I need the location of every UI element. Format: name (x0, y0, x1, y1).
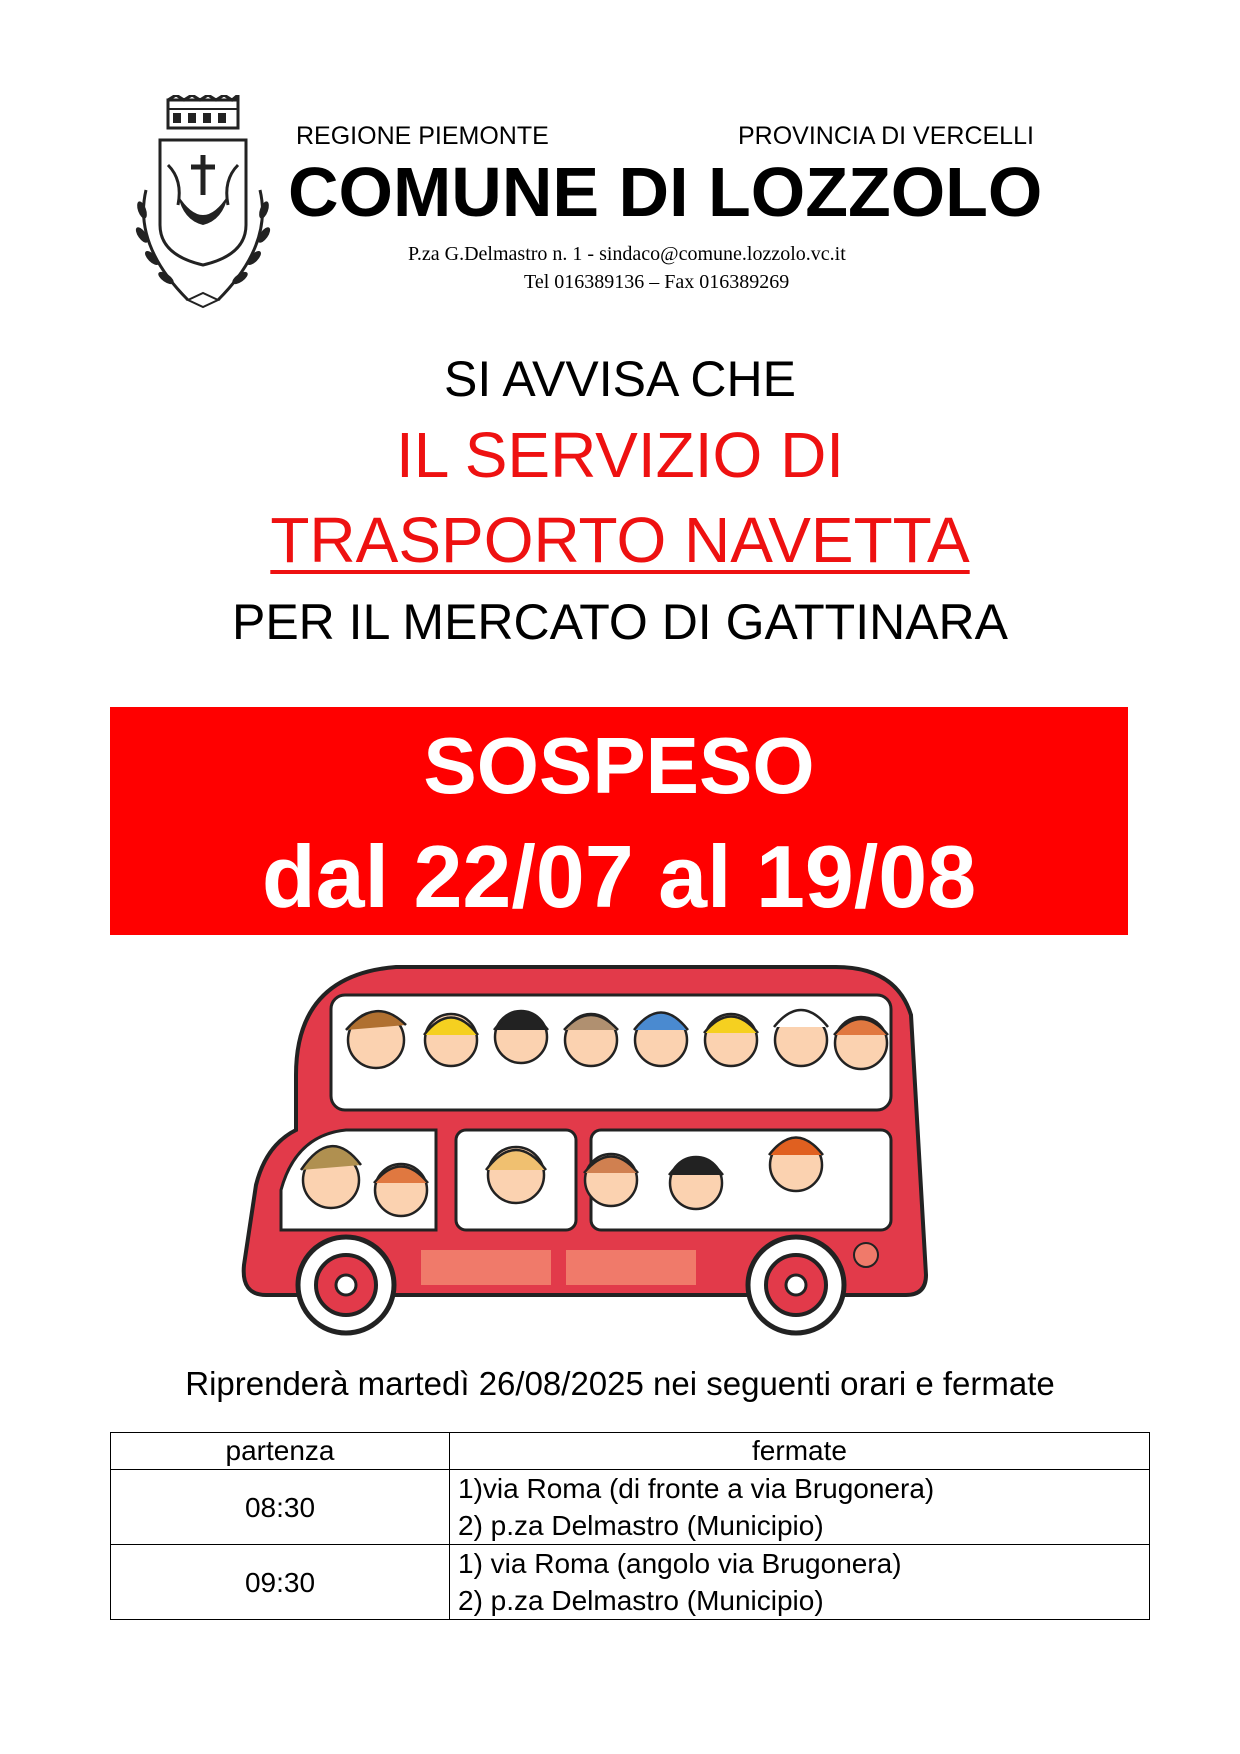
suspension-status: SOSPESO (423, 721, 815, 810)
header-stops: fermate (450, 1433, 1150, 1470)
stop-item: 2) p.za Delmastro (Municipio) (458, 1510, 824, 1541)
table-row (111, 1545, 1150, 1620)
stops-cell (450, 1470, 1150, 1545)
phone-line: Tel 016389136 – Fax 016389269 (524, 271, 790, 293)
resume-text: Riprenderà martedì 26/08/2025 nei seguenti orari e fermate (185, 1365, 1055, 1402)
stop-item: 2) p.za Delmastro (Municipio) (458, 1585, 824, 1616)
stops-cell (450, 1545, 1150, 1620)
market-line: PER IL MERCATO DI GATTINARA (231, 594, 1009, 650)
red-double-decker-bus-icon (236, 955, 1004, 1345)
service-title-line2: TRASPORTO NAVETTA (270, 504, 970, 576)
table-header-row (111, 1433, 1150, 1470)
region-label: REGIONE PIEMONTE (296, 122, 549, 150)
departure-time: 09:30 (111, 1545, 450, 1620)
notice-intro: SI AVVISA CHE (443, 351, 796, 407)
header-departure: partenza (111, 1433, 450, 1470)
departure-time: 08:30 (111, 1470, 450, 1545)
province-label: PROVINCIA DI VERCELLI (738, 122, 1034, 150)
stop-item: 1)via Roma (di fronte a via Brugonera) (458, 1473, 935, 1504)
table-row (111, 1470, 1150, 1545)
schedule-table (110, 1432, 1150, 1620)
service-title-line1: IL SERVIZIO DI (395, 419, 845, 491)
suspension-period: dal 22/07 al 19/08 (261, 827, 977, 926)
address-line: P.za G.Delmastro n. 1 - sindaco@comune.lozzolo.vc.it (408, 243, 846, 265)
municipal-crest-icon (128, 95, 278, 315)
stop-item: 1) via Roma (angolo via Brugonera) (458, 1548, 902, 1579)
municipality-title: COMUNE DI LOZZOLO (288, 153, 1043, 231)
